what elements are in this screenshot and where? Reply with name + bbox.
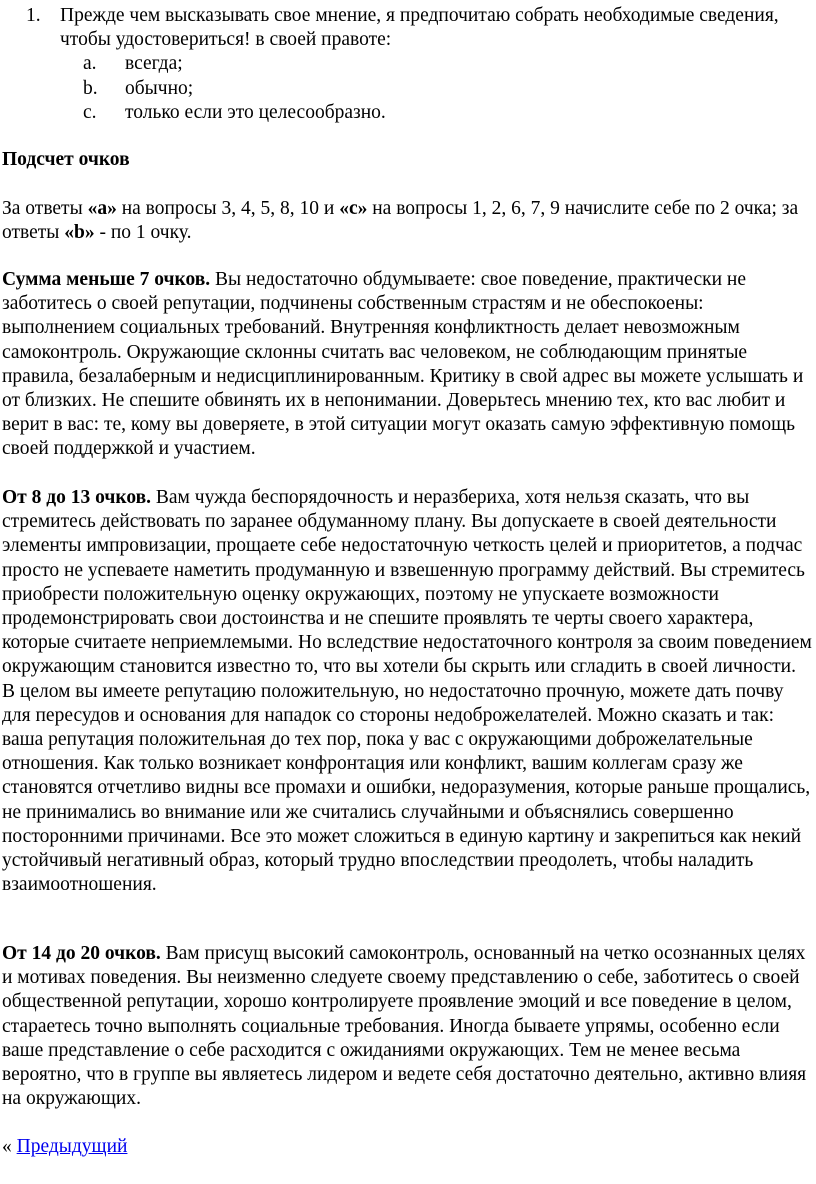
option-letter: b. (83, 77, 98, 99)
option-c (83, 101, 806, 125)
option-letter: a. (83, 53, 97, 75)
result-text: Вам чужда беспорядочность и неразбериха, хотя нельзя сказать, что вы стремитесь действовать по заранее обдуманному плану. Вы допускаете в своей деятельности элементы импровизации, прощаете себе недостаточную четкость целей и приоритетов, а подчас просто не успеваете наметить продуманную и взвешенную программу действий. Вы стремитесь приобрести положительную оценку окружающих, поэтому не упускаете возможности продемонстрировать свои достоинства и не спешите проявлять те черты своего характера, которые считаете неприемлемыми. Но вследствие недостаточного контроля за своим поведением окружающим становится известно то, что вы хотели бы скрыть или сгладить в своей личности. В целом вы имеете репутацию положительную, но недостаточно прочную, можете дать почву для пересудов и основания для нападок со стороны недоброжелателей. Можно сказать и так: ваша репутация положительная до тех пор, пока у вас с окружающими доброжелательные отношения. Как только возникает конфронтация или конфликт, вашим коллегам сразу же становятся отчетливо видны все промахи и ошибки, недоразумения, которые раньше прощались, не принимались во внимание или же считались случайными и объяснялись совершенно посторонними причинами. Все это может сложиться в единую картину и закрепиться как некий устойчивый негативный образ, который трудно впоследствии преодолеть, чтобы наладить взаимоотношения. (2, 487, 812, 896)
result-heading: Сумма меньше 7 очков. (2, 269, 211, 290)
scoring-text: За ответы (2, 198, 88, 219)
option-a (83, 52, 806, 76)
scoring-text: на вопросы 3, 4, 5, 8, 10 и (116, 198, 340, 219)
result-heading: От 14 до 20 очков. (2, 943, 161, 964)
question-number: 1. (26, 5, 41, 26)
option-text: только если это целесообразно. (125, 101, 386, 123)
result-heading: От 8 до 13 очков. (2, 487, 152, 508)
option-text: обычно; (125, 77, 194, 99)
answer-b-label: «b» (64, 222, 95, 244)
scoring-paragraph (2, 197, 812, 245)
option-b (83, 77, 806, 101)
prev-arrow: « (2, 1136, 17, 1157)
question-text: Прежде чем высказывать свое мнение, я предпочитаю собрать необходимые сведения, чтобы удостовериться! в своей правоте: (60, 5, 779, 51)
result-high (2, 942, 812, 1111)
result-text: Вы недостаточно обдумываете: свое поведение, практически не заботитесь о своей репутации, подчинены собственным страстям и не обеспокоены: выполнением социальных требований. Внутренняя конфликтность делает невозможным самоконтроль. Окружающие склонны считать вас человеком, не соблюдающим принятые правила, безалаберным и недисциплинированным. Критику в свой адрес вы можете услышать и от близких. Не спешите обвинять их в непонимании. Доверьтесь мнению тех, кто вас любит и верит в вас: те, кому вы доверяете, в этой ситуации могут оказать самую эффективную помощь своей поддержкой и участием. (2, 269, 804, 460)
result-low (2, 268, 812, 462)
question-item (26, 4, 806, 125)
pagination (2, 1135, 812, 1159)
prev-link[interactable]: Предыдущий (16, 1136, 128, 1157)
answer-c-label: «с» (339, 198, 368, 219)
option-letter: c. (83, 101, 97, 123)
scoring-text: - по 1 очку. (94, 222, 192, 244)
scoring-heading (2, 148, 812, 172)
scoring-heading-text: Подсчет очков (2, 149, 130, 170)
result-text: Вам присущ высокий самоконтроль, основанный на четко осознанных целях и мотивах поведения. Вы неизменно следуете своему представлению о себе, заботитесь о своей общественной репутации, хорошо контролируете проявление эмоций и все поведение в целом, стараетесь точно выполнять социальные требования. Иногда бываете упрямы, особенно если ваше представление о себе расходится с ожиданиями окружающих. Тем не менее весьма вероятно, что в группе вы являетесь лидером и ведете себя достаточно деятельно, активно влияя на окружающих. (2, 943, 807, 1110)
option-text: всегда; (125, 53, 183, 75)
scoring-text: на вопросы 1, 2, 6, 7, 9 начислите себе по 2 очка; за ответы (2, 198, 799, 244)
result-medium (2, 486, 812, 897)
answer-options (26, 52, 806, 125)
answer-a-label: «а» (87, 198, 117, 219)
